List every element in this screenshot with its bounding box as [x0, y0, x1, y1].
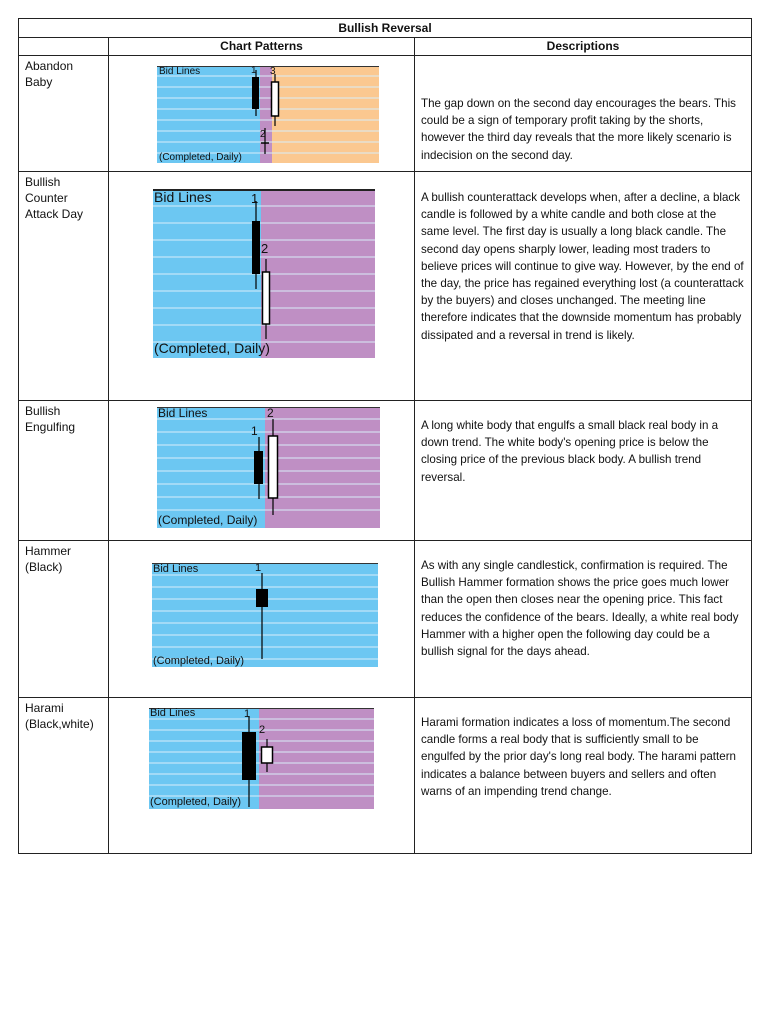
candle-black: [252, 77, 259, 109]
candle-white: [269, 436, 278, 498]
pattern-chart-cell: [109, 698, 415, 854]
engulfing-chart: [157, 407, 380, 528]
pattern-description: [415, 541, 752, 698]
pattern-description: [415, 172, 752, 401]
candle-black: [242, 732, 256, 780]
legend-bottom: (Completed, Daily): [153, 655, 245, 667]
candle-label: 1: [251, 66, 257, 76]
blue-zone: [157, 66, 260, 163]
description-text: The gap down on the second day encourages the bears. This could be a sign of temporary profit taking by the shorts, however the third day reveals that the more likely scenario is indecision on the second day.: [421, 97, 736, 162]
purple-zone: [260, 66, 272, 163]
pattern-chart-cell: [109, 401, 415, 541]
pattern-name: Bullish Counter Attack Day: [19, 172, 109, 401]
candle-label: 2: [260, 129, 266, 140]
candle-black: [256, 589, 268, 607]
legend-top: Bid Lines: [150, 708, 196, 719]
candle-label: 1: [255, 563, 262, 574]
pattern-chart-cell: [109, 172, 415, 401]
pattern-description: [415, 401, 752, 541]
table-title: Bullish Reversal: [19, 19, 752, 38]
pattern-description: [415, 698, 752, 854]
candle-label: 2: [267, 407, 274, 420]
table-row: [19, 401, 752, 541]
description-text: A long white body that engulfs a small black real body in a down trend. The white body's opening price is below the closing price of the previous black body. A bullish trend reversal.: [421, 419, 719, 484]
column-header-chart-patterns: Chart Patterns: [109, 38, 415, 56]
legend-top: Bid Lines: [159, 66, 201, 77]
candle-white: [272, 82, 279, 116]
table-row: [19, 56, 752, 172]
legend-top: Bid Lines: [158, 407, 208, 420]
description-text: Harami formation indicates a loss of momentum.The second candle forms a real body that is sufficiently small to be engulfed by the prior day's long real body. The harami pattern indicates a balance between buyers and sellers and often warns of an impending trend change.: [421, 716, 737, 798]
pattern-chart-cell: [109, 56, 415, 172]
candle-white: [262, 747, 273, 763]
table-row: [19, 698, 752, 854]
harami-chart: [149, 708, 374, 809]
column-header-descriptions: Descriptions: [415, 38, 752, 56]
pattern-chart-cell: [109, 541, 415, 698]
purple-zone: [259, 708, 374, 809]
pattern-name: Abandon Baby: [19, 56, 109, 172]
candle-label: 2: [261, 241, 269, 256]
legend-top: Bid Lines: [154, 189, 212, 205]
candle-label: 1: [244, 708, 251, 720]
abandon-baby-chart: [157, 66, 379, 163]
candle-black: [254, 451, 263, 484]
orange-zone: [272, 66, 379, 163]
candle-label: 1: [251, 424, 258, 438]
pattern-name: Hammer (Black): [19, 541, 109, 698]
blue-zone: [152, 563, 378, 667]
legend-top: Bid Lines: [153, 563, 199, 575]
candle-black: [252, 221, 260, 274]
bullish-reversal-table: [18, 18, 752, 854]
description-text: As with any single candlestick, confirmation is required. The Bullish Hammer formation shows the price goes much lower than the open then closes near the opening price. This fact reduces the confidence of the bears. Ideally, a white real body Hammer with a higher open the following day could be a bullish signal for the days ahead.: [421, 559, 739, 659]
counter-attack-chart: [153, 189, 375, 358]
table-row: [19, 541, 752, 698]
candle-label: 2: [259, 724, 266, 736]
candle-label: 3: [270, 66, 276, 77]
pattern-description: [415, 56, 752, 172]
pattern-name: Harami (Black,white): [19, 698, 109, 854]
hammer-chart: [152, 563, 378, 667]
legend-bottom: (Completed, Daily): [154, 340, 270, 356]
legend-bottom: (Completed, Daily): [159, 152, 242, 163]
pattern-name: Bullish Engulfing: [19, 401, 109, 541]
header-empty-cell: [19, 38, 109, 56]
candle-label: 1: [251, 191, 259, 206]
legend-bottom: (Completed, Daily): [158, 513, 258, 527]
candle-white: [263, 272, 270, 324]
table-row: [19, 172, 752, 401]
description-text: A bullish counterattack develops when, after a decline, a black candle is followed by a white candle and both close at the same level. The first day is usually a long black candle. The second day opens sharply lower, leading most traders to believe prices will continue to give way. However, by the end of the day, the price has regained everything lost (a counterattack by the buyers) and closes unchanged. The meeting line therefore indicates that the downside momentum has probably dissipated and a reversal in trend is likely.: [421, 191, 744, 342]
legend-bottom: (Completed, Daily): [150, 796, 242, 808]
